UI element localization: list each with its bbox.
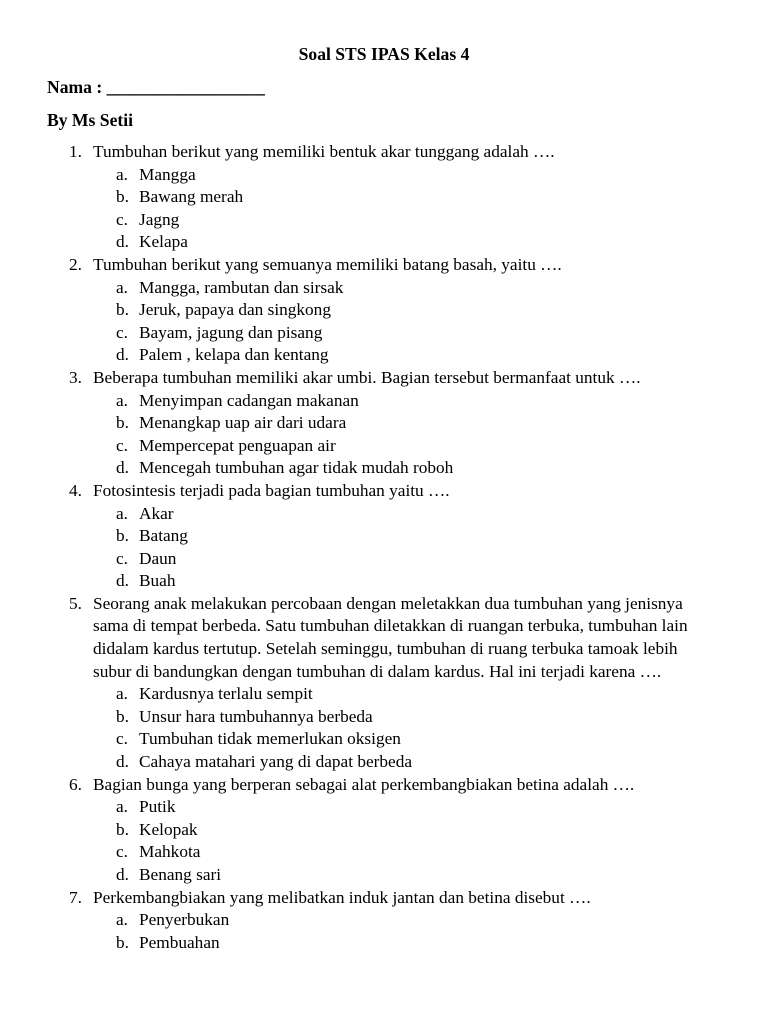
option-letter: a. xyxy=(116,797,128,817)
question-item xyxy=(0,774,768,887)
option-letter: c. xyxy=(116,548,128,568)
answer-option xyxy=(0,299,768,322)
option-text: Mangga, rambutan dan sirsak xyxy=(139,277,344,297)
option-text: Akar xyxy=(139,503,174,523)
option-letter: c. xyxy=(116,322,128,342)
option-text: Unsur hara tumbuhannya berbeda xyxy=(139,706,373,726)
option-text: Jeruk, papaya dan singkong xyxy=(139,300,331,320)
option-text: Cahaya matahari yang di dapat berbeda xyxy=(139,752,413,772)
answer-option xyxy=(0,435,768,458)
answer-option xyxy=(0,164,768,187)
answer-option xyxy=(0,390,768,413)
option-letter: c. xyxy=(116,729,128,749)
answer-option xyxy=(0,457,768,480)
option-letter: d. xyxy=(116,571,129,591)
option-letter: a. xyxy=(116,910,128,930)
question-text: Bagian bunga yang berperan sebagai alat perkembangbiakan betina adalah …. xyxy=(93,774,635,794)
option-text: Mangga xyxy=(139,164,196,184)
answer-option xyxy=(0,503,768,526)
option-text: Buah xyxy=(139,571,176,591)
author-line: By Ms Setii xyxy=(47,110,134,130)
question-list xyxy=(0,141,768,954)
option-text: Penyerbukan xyxy=(139,910,230,930)
option-letter: d. xyxy=(116,345,129,365)
option-letter: d. xyxy=(116,458,129,478)
question-number: 7. xyxy=(69,887,82,907)
question-item xyxy=(0,254,768,367)
name-field-label: Nama : __________________ xyxy=(47,77,265,97)
option-text: Jagng xyxy=(139,209,180,229)
question-text: Seorang anak melakukan percobaan dengan meletakkan dua tumbuhan yang jenisnya sama di tempat berbeda. Satu tumbuhan diletakkan di ruangan terbuka, tumbuhan lain didalam kardus tertutup. Setelah seminggu, tumbuhan di ruang terbuka tamoak lebih subur di bandungkan dengan tumbuhan di dalam kardus. Hal ini terjadi karena …. xyxy=(93,593,688,681)
answer-option xyxy=(0,548,768,571)
answer-option xyxy=(0,322,768,345)
question-number: 2. xyxy=(69,254,82,274)
question-number: 4. xyxy=(69,480,82,500)
option-letter: a. xyxy=(116,390,128,410)
question-number: 6. xyxy=(69,774,82,794)
option-letter: b. xyxy=(116,819,129,839)
option-letter: b. xyxy=(116,300,129,320)
question-text: Tumbuhan berikut yang memiliki bentuk akar tunggang adalah …. xyxy=(93,142,555,161)
option-letter: d. xyxy=(116,232,129,252)
option-text: Palem , kelapa dan kentang xyxy=(139,345,329,365)
option-text: Kelopak xyxy=(139,819,198,839)
question-text: Fotosintesis terjadi pada bagian tumbuhan yaitu …. xyxy=(93,480,450,500)
page-title: Soal STS IPAS Kelas 4 xyxy=(298,44,470,64)
answer-option xyxy=(0,277,768,300)
option-text: Mahkota xyxy=(139,842,201,862)
question-item xyxy=(0,887,768,955)
option-letter: b. xyxy=(116,413,129,433)
option-text: Batang xyxy=(139,526,188,546)
option-text: Menangkap uap air dari udara xyxy=(139,413,347,433)
answer-option xyxy=(0,186,768,209)
option-letter: b. xyxy=(116,187,129,207)
option-text: Putik xyxy=(139,797,176,817)
option-letter: a. xyxy=(116,684,128,704)
option-letter: a. xyxy=(116,503,128,523)
question-text: Beberapa tumbuhan memiliki akar umbi. Bagian tersebut bermanfaat untuk …. xyxy=(93,367,641,387)
question-text: Tumbuhan berikut yang semuanya memiliki batang basah, yaitu …. xyxy=(93,254,562,274)
option-letter: c. xyxy=(116,435,128,455)
answer-option xyxy=(0,841,768,864)
answer-option xyxy=(0,412,768,435)
option-text: Kelapa xyxy=(139,232,188,252)
answer-option xyxy=(0,570,768,593)
option-letter: d. xyxy=(116,752,129,772)
question-number: 5. xyxy=(69,593,82,613)
answer-option xyxy=(0,706,768,729)
option-letter: c. xyxy=(116,842,128,862)
option-letter: b. xyxy=(116,932,129,952)
option-text: Tumbuhan tidak memerlukan oksigen xyxy=(139,729,401,749)
answer-option xyxy=(0,683,768,706)
question-number: 1. xyxy=(69,142,82,161)
option-letter: c. xyxy=(116,209,128,229)
option-letter: b. xyxy=(116,526,129,546)
answer-option xyxy=(0,209,768,232)
answer-option xyxy=(0,344,768,367)
option-text: Daun xyxy=(139,548,177,568)
answer-option xyxy=(0,231,768,254)
option-text: Bayam, jagung dan pisang xyxy=(139,322,323,342)
option-text: Bawang merah xyxy=(139,187,244,207)
option-text: Mencegah tumbuhan agar tidak mudah roboh xyxy=(139,458,454,478)
answer-option xyxy=(0,864,768,887)
question-item xyxy=(0,593,768,774)
question-item xyxy=(0,367,768,480)
answer-option xyxy=(0,728,768,751)
answer-option xyxy=(0,751,768,774)
answer-option xyxy=(0,932,768,955)
option-text: Mempercepat penguapan air xyxy=(139,435,336,455)
question-item xyxy=(0,480,768,593)
option-text: Menyimpan cadangan makanan xyxy=(139,390,359,410)
question-item xyxy=(0,141,768,254)
option-letter: b. xyxy=(116,706,129,726)
answer-option xyxy=(0,525,768,548)
option-text: Pembuahan xyxy=(139,932,220,952)
answer-option xyxy=(0,796,768,819)
option-letter: d. xyxy=(116,865,129,884)
option-letter: a. xyxy=(116,164,128,184)
question-text: Perkembangbiakan yang melibatkan induk jantan dan betina disebut …. xyxy=(93,887,591,907)
question-number: 3. xyxy=(69,367,82,387)
answer-option xyxy=(0,909,768,932)
option-text: Benang sari xyxy=(139,865,222,884)
option-text: Kardusnya terlalu sempit xyxy=(139,684,313,704)
answer-option xyxy=(0,819,768,842)
option-letter: a. xyxy=(116,277,128,297)
